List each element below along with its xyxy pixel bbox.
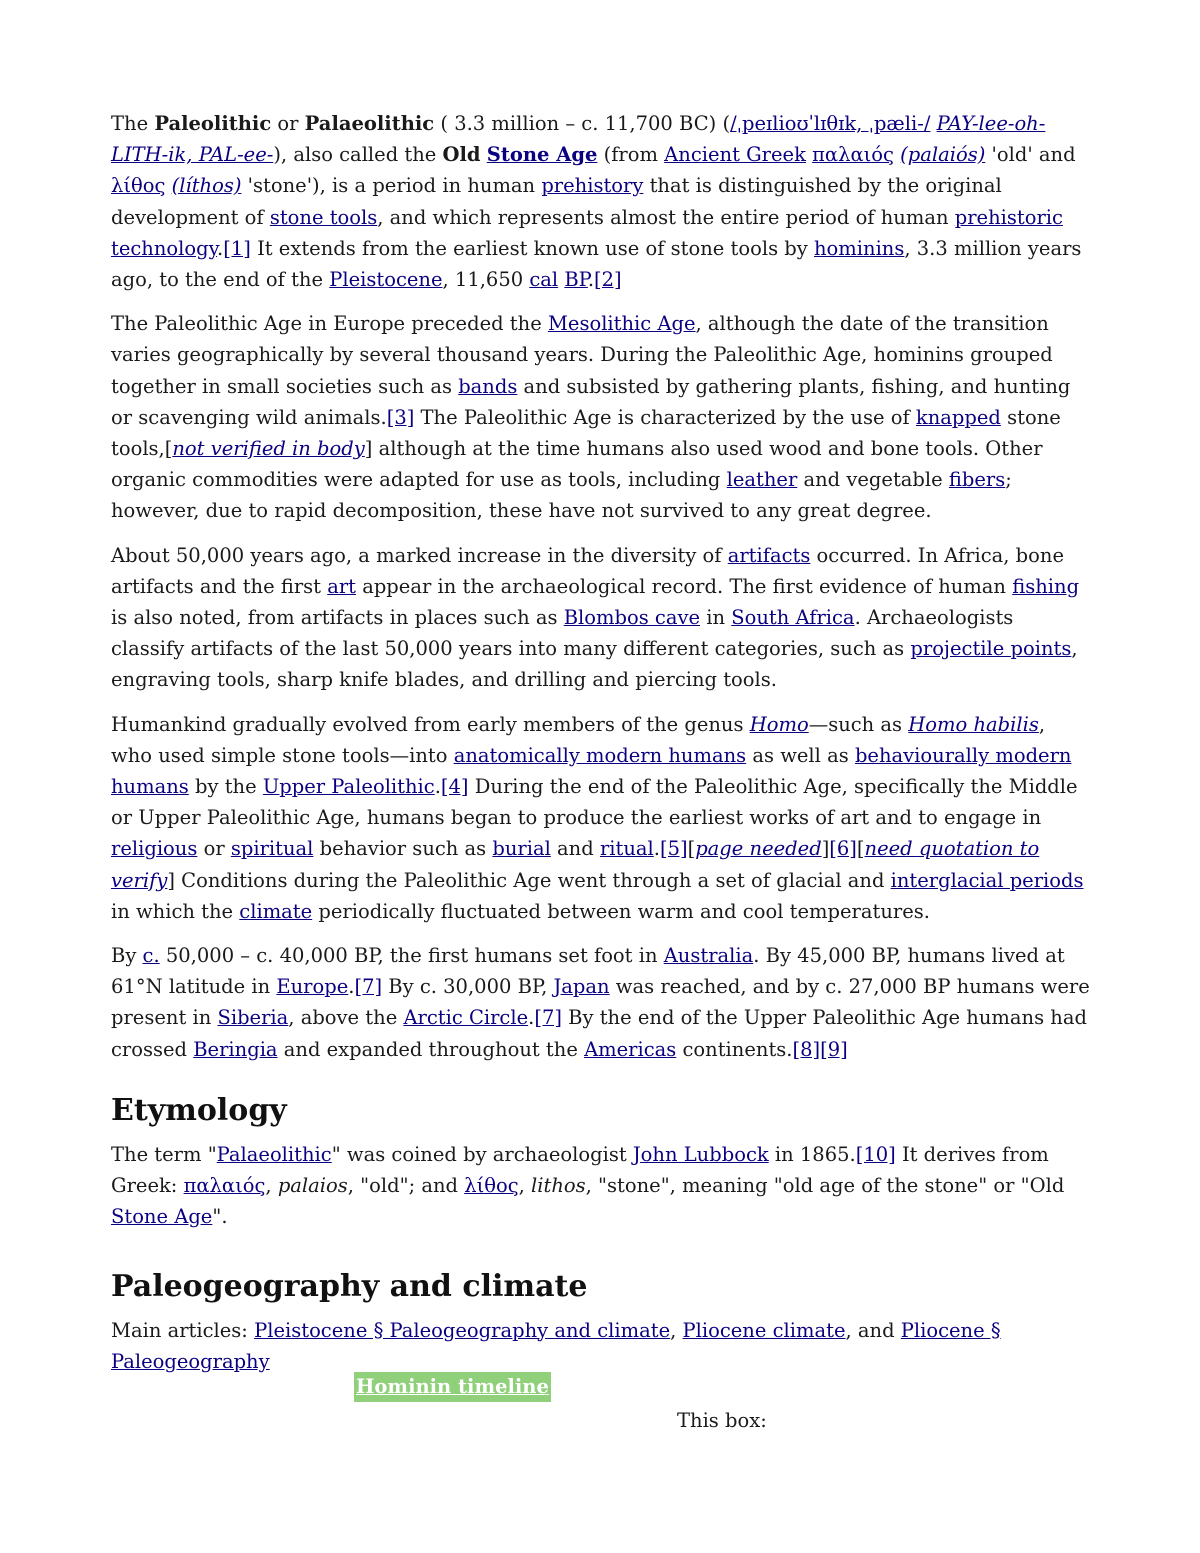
main-articles-hatnote: Main articles: Pleistocene § Paleogeography and climate, Pliocene climate, and Pliocene § Paleogeography <box>111 1318 1001 1373</box>
pliocene-paleogeography-link[interactable]: Pliocene § Paleogeography <box>111 1318 1001 1373</box>
south-africa-link[interactable]: South Africa <box>731 606 855 630</box>
mesolithic-age-link[interactable]: Mesolithic Age <box>547 312 696 336</box>
hominin-timeline-link[interactable]: Hominin timeline <box>356 1375 549 1398</box>
paragraph-europe: The Paleolithic Age in Europe preceded the Mesolithic Age, although the date of the transition varies geographically by several thousand years. During the Paleolithic Age, hominins grouped together in small societies such as bands and subsisted by gathering plants, fishing, and hunting or scavenging wild animals.[3] The Paleolithic Age is characterized by the use of knapped stone tools,[not verified in body] although at the time humans also used wood and bone tools. Other organic commodities were adapted for use as tools, including leather and vegetable fibers; however, due to rapid decomposition, these have not survived to any great degree. <box>111 312 1071 523</box>
hominin-timeline-title <box>354 1372 551 1402</box>
need-quotation-link[interactable]: need quotation to verify <box>111 837 1040 892</box>
circa-link[interactable]: c. <box>142 944 160 968</box>
reference-6-link[interactable]: [6] <box>829 837 857 861</box>
prehistoric-technology-link[interactable]: prehistoric technology <box>111 205 1063 260</box>
lithos-romanization-link[interactable]: (líthos) <box>171 174 242 198</box>
religious-link[interactable]: religious <box>111 837 198 861</box>
intro-paragraph: The Paleolithic or Palaeolithic ( 3.3 million – c. 11,700 BC) (/ˌpeɪlioʊˈlɪθɪk, ˌpæli-/ PAY-lee-oh-LITH-ik, PAL-ee-), also called the Old Stone Age (from Ancient Greek παλαιός (palaiós) 'old' and λίθος (líthos) 'stone'), is a period in human prehistory that is distinguished by the original development of stone tools, and which represents almost the entire period of human prehistoric technology.[1] It extends from the earliest known use of stone tools by hominins, 3.3 million years ago, to the end of the Pleistocene, 11,650 cal BP.[2] <box>111 112 1082 292</box>
art-link[interactable]: art <box>327 574 356 598</box>
palaios-greek-link[interactable]: παλαιός <box>812 143 894 167</box>
reference-10-link[interactable]: [10] <box>855 1142 896 1166</box>
paleogeography-heading: Paleogeography and climate <box>111 1268 588 1304</box>
etym-lithos-greek-link[interactable]: λίθος <box>464 1174 519 1198</box>
interglacial-periods-link[interactable]: interglacial periods <box>890 868 1084 892</box>
reference-3-link[interactable]: [3] <box>386 405 415 429</box>
reference-9-link[interactable]: [9] <box>820 1037 848 1061</box>
palaios-romanization-link[interactable]: (palaiós) <box>900 143 986 167</box>
bold-term-paleolithic: Paleolithic <box>154 112 272 135</box>
americas-link[interactable]: Americas <box>584 1037 677 1061</box>
not-verified-link[interactable]: not verified in body <box>172 437 365 461</box>
reference-7b-link[interactable]: [7] <box>534 1006 562 1030</box>
stone-tools-link[interactable]: stone tools <box>269 205 378 229</box>
behaviourally-modern-humans-link[interactable]: behaviourally modern humans <box>111 743 1072 799</box>
anatomically-modern-humans-link[interactable]: anatomically modern humans <box>453 743 747 767</box>
ipa-pronunciation-link[interactable]: /ˌpeɪlioʊˈlɪθɪk, ˌpæli-/ <box>730 112 931 135</box>
ancient-greek-link[interactable]: Ancient Greek <box>664 143 806 167</box>
paragraph-humankind: Humankind gradually evolved from early members of the genus Homo—such as Homo habilis, who used simple stone tools—into anatomically modern humans as well as behaviourally modern humans by the Upper Paleolithic.[4] During the end of the Paleolithic Age, specifically the Middle or Upper Paleolithic Age, humans began to produce the earliest works of art and to engage in religious or spiritual behavior such as burial and ritual.[5][page needed][6][need quotation to verify] Conditions during the Paleolithic Age went through a set of glacial and interglacial periods in which the climate periodically fluctuated between warm and cool temperatures. <box>111 712 1084 923</box>
homo-habilis-link[interactable]: Homo habilis <box>908 712 1039 736</box>
europe-link[interactable]: Europe <box>276 975 349 999</box>
reference-7a-link[interactable]: [7] <box>354 975 383 999</box>
pliocene-climate-link[interactable]: Pliocene climate <box>682 1318 846 1342</box>
australia-link[interactable]: Australia <box>663 944 754 968</box>
homo-link[interactable]: Homo <box>749 712 809 736</box>
fishing-link[interactable]: fishing <box>1012 574 1080 598</box>
navbox-label: This box: <box>677 1409 767 1432</box>
page-needed-link[interactable]: page needed <box>695 837 822 861</box>
etym-stone-age-link[interactable]: Stone Age <box>111 1205 213 1229</box>
etymology-heading: Etymology <box>111 1092 287 1128</box>
pleistocene-paleogeography-link[interactable]: Pleistocene § Paleogeography and climate <box>254 1318 671 1342</box>
prehistory-link[interactable]: prehistory <box>541 174 644 198</box>
reference-4-link[interactable]: [4] <box>440 775 469 799</box>
japan-link[interactable]: Japan <box>553 975 610 999</box>
beringia-link[interactable]: Beringia <box>193 1037 278 1061</box>
climate-link[interactable]: climate <box>239 899 313 923</box>
arctic-circle-link[interactable]: Arctic Circle <box>403 1006 529 1030</box>
bold-term-palaeolithic: Palaeolithic <box>304 112 435 135</box>
reference-5-link[interactable]: [5] <box>659 837 688 861</box>
spiritual-link[interactable]: spiritual <box>230 837 314 861</box>
artifacts-link[interactable]: artifacts <box>727 543 811 567</box>
stone-age-link[interactable]: Stone Age <box>486 143 598 167</box>
bands-link[interactable]: bands <box>458 374 518 398</box>
hominins-link[interactable]: hominins <box>813 236 905 260</box>
projectile-points-link[interactable]: projectile points <box>910 637 1072 661</box>
blombos-cave-link[interactable]: Blombos cave <box>563 606 701 630</box>
reference-8-link[interactable]: [8] <box>792 1037 821 1061</box>
burial-link[interactable]: burial <box>492 837 551 861</box>
upper-paleolithic-link[interactable]: Upper Paleolithic <box>262 775 435 799</box>
ritual-link[interactable]: ritual <box>599 837 654 861</box>
lithos-greek-link[interactable]: λίθος <box>111 174 166 198</box>
etymology-paragraph: The term "Palaeolithic" was coined by archaeologist John Lubbock in 1865.[10] It derives from Greek: παλαιός, palaios, "old"; and λίθος, lithos, "stone", meaning "old age of the stone" or "Old Stone Age". <box>111 1142 1065 1229</box>
etym-palaios-greek-link[interactable]: παλαιός <box>183 1174 266 1198</box>
paragraph-migration: By c. 50,000 – c. 40,000 BP, the first humans set foot in Australia. By 45,000 BP, humans lived at 61°N latitude in Europe.[7] By c. 30,000 BP, Japan was reached, and by c. 27,000 BP humans were present in Siberia, above the Arctic Circle.[7] By the end of the Upper Paleolithic Age humans had crossed Beringia and expanded throughout the Americas continents.[8][9] <box>111 944 1090 1061</box>
john-lubbock-link[interactable]: John Lubbock <box>632 1142 769 1166</box>
siberia-link[interactable]: Siberia <box>217 1006 289 1030</box>
knapped-link[interactable]: knapped <box>915 405 1001 429</box>
fibers-link[interactable]: fibers <box>948 468 1006 492</box>
bp-link[interactable]: BP <box>564 268 588 292</box>
respelling-link[interactable]: PAY-lee-oh-LITH-ik, PAL-ee- <box>111 112 1046 167</box>
reference-2-link[interactable]: [2] <box>594 268 622 292</box>
leather-link[interactable]: leather <box>726 468 798 492</box>
palaeolithic-link[interactable]: Palaeolithic <box>216 1142 332 1166</box>
paragraph-artifacts: About 50,000 years ago, a marked increase in the diversity of artifacts occurred. In Africa, bone artifacts and the first art appear in the archaeological record. The first evidence of human fishing is also noted, from artifacts in places such as Blombos cave in South Africa. Archaeologists classify artifacts of the last 50,000 years into many different categories, such as projectile points, engraving tools, sharp knife blades, and drilling and piercing tools. <box>111 543 1080 692</box>
reference-1-link[interactable]: [1] <box>223 236 251 260</box>
pleistocene-link[interactable]: Pleistocene <box>329 268 443 292</box>
cal-link[interactable]: cal <box>529 268 559 292</box>
